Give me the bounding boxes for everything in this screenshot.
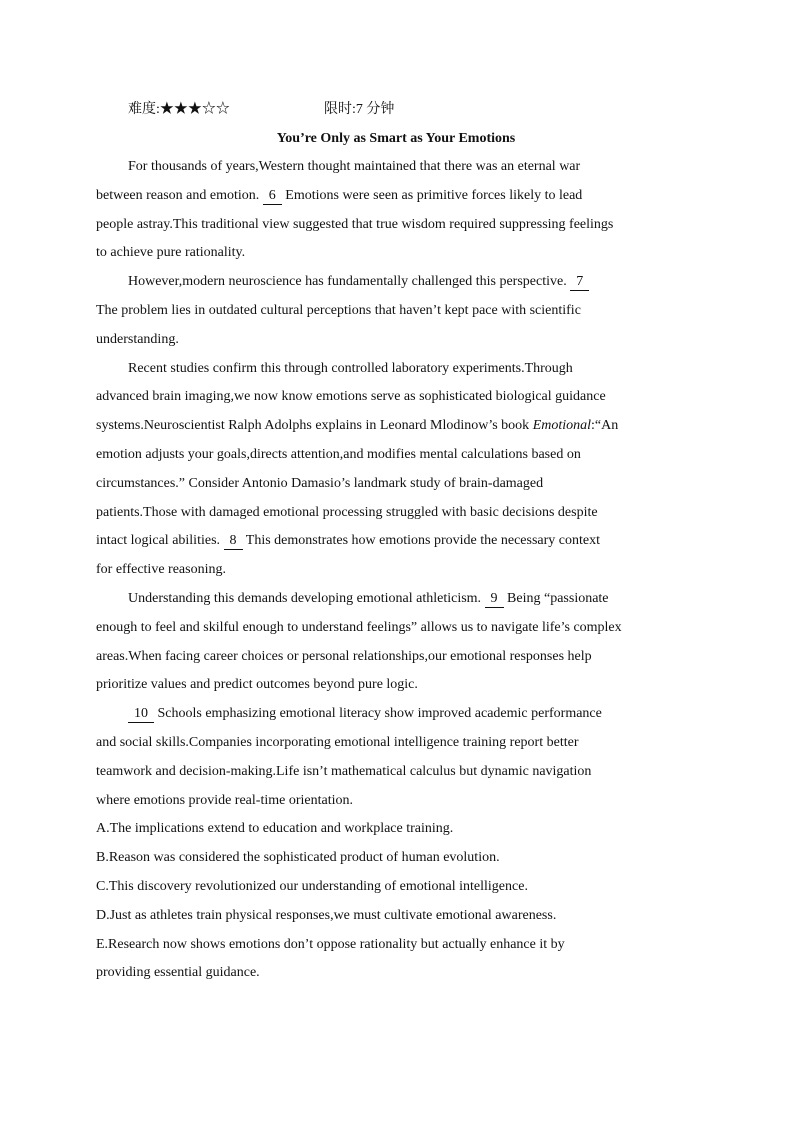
paragraph-1 — [96, 153, 696, 268]
answer-options — [96, 815, 696, 988]
blank-10[interactable]: 10 — [128, 706, 154, 723]
option-c[interactable]: C.This discovery revolutionized our understanding of emotional intelligence. — [96, 878, 528, 894]
option-d[interactable]: D.Just as athletes train physical responses,we must cultivate emotional awareness. — [96, 907, 557, 923]
text-line: For thousands of years,Western thought maintained that there was an eternal war — [128, 159, 581, 174]
book-title: Emotional — [532, 418, 592, 434]
blank-7[interactable]: 7 — [570, 274, 589, 291]
text-line: enough to feel and skilful enough to understand feelings” allows us to navigate life’s complex — [96, 619, 622, 635]
paragraph-2 — [96, 268, 696, 354]
text-line: teamwork and decision-making.Life isn’t mathematical calculus but dynamic navigation — [96, 763, 592, 779]
blank-8[interactable]: 8 — [224, 533, 243, 550]
text-line — [96, 700, 696, 729]
text-line: and social skills.Companies incorporating emotional intelligence training report better — [96, 734, 579, 750]
text-line — [96, 412, 696, 441]
text-segment: Being “passionate — [507, 590, 609, 606]
option-e-continued: providing essential guidance. — [96, 965, 260, 981]
text-segment: This demonstrates how emotions provide the necessary context — [245, 533, 600, 549]
text-segment: Emotions were seen as primitive forces likely to lead — [285, 187, 583, 203]
text-line: The problem lies in outdated cultural perceptions that haven’t kept pace with scientific — [96, 302, 581, 318]
option-b[interactable]: B.Reason was considered the sophisticated product of human evolution. — [96, 850, 500, 866]
text-segment: Schools emphasizing emotional literacy show improved academic performance — [157, 706, 602, 722]
text-line: prioritize values and predict outcomes beyond pure logic. — [96, 677, 418, 693]
text-line — [96, 527, 696, 556]
document-page — [96, 96, 696, 988]
text-line: for effective reasoning. — [96, 562, 226, 578]
text-segment: systems.Neuroscientist Ralph Adolphs explains in Leonard Mlodinow’s book — [96, 418, 530, 434]
text-segment: :“An — [591, 418, 619, 434]
text-segment: Understanding this demands developing emotional athleticism. — [128, 590, 482, 606]
paragraph-4 — [96, 585, 696, 700]
text-line: Recent studies confirm this through controlled laboratory experiments.Through — [128, 360, 573, 376]
text-line: to achieve pure rationality. — [96, 245, 246, 261]
text-line — [96, 268, 696, 297]
text-line: emotion adjusts your goals,directs attention,and modifies mental calculations based on — [96, 446, 581, 462]
text-segment: However,modern neuroscience has fundamentally challenged this perspective. — [128, 274, 567, 290]
text-line: understanding. — [96, 331, 179, 347]
exercise-meta — [96, 96, 696, 124]
text-line: advanced brain imaging,we now know emotions serve as sophisticated biological guidance — [96, 389, 606, 405]
difficulty-label: 难度:★★★☆☆ — [128, 102, 230, 117]
option-a[interactable]: A.The implications extend to education and workplace training. — [96, 821, 454, 837]
blank-9[interactable]: 9 — [485, 591, 504, 608]
text-line: patients.Those with damaged emotional processing struggled with basic decisions despite — [96, 504, 598, 520]
paragraph-5 — [96, 700, 696, 815]
option-e[interactable]: E.Research now shows emotions don’t oppose rationality but actually enhance it by — [96, 936, 565, 952]
text-line — [96, 585, 696, 614]
text-line: areas.When facing career choices or personal relationships,our emotional responses help — [96, 648, 592, 664]
text-segment: between reason and emotion. — [96, 187, 260, 203]
time-limit-label: 限时:7 分钟 — [324, 102, 395, 117]
text-segment: intact logical abilities. — [96, 533, 221, 549]
passage-title: You’re Only as Smart as Your Emotions — [276, 131, 516, 146]
blank-6[interactable]: 6 — [263, 188, 282, 205]
text-line — [96, 182, 696, 211]
text-line: people astray.This traditional view suggested that true wisdom required suppressing feelings — [96, 216, 614, 232]
text-line: where emotions provide real-time orientation. — [96, 792, 353, 808]
paragraph-3 — [96, 355, 696, 585]
text-line: circumstances.” Consider Antonio Damasio’s landmark study of brain-damaged — [96, 475, 544, 491]
